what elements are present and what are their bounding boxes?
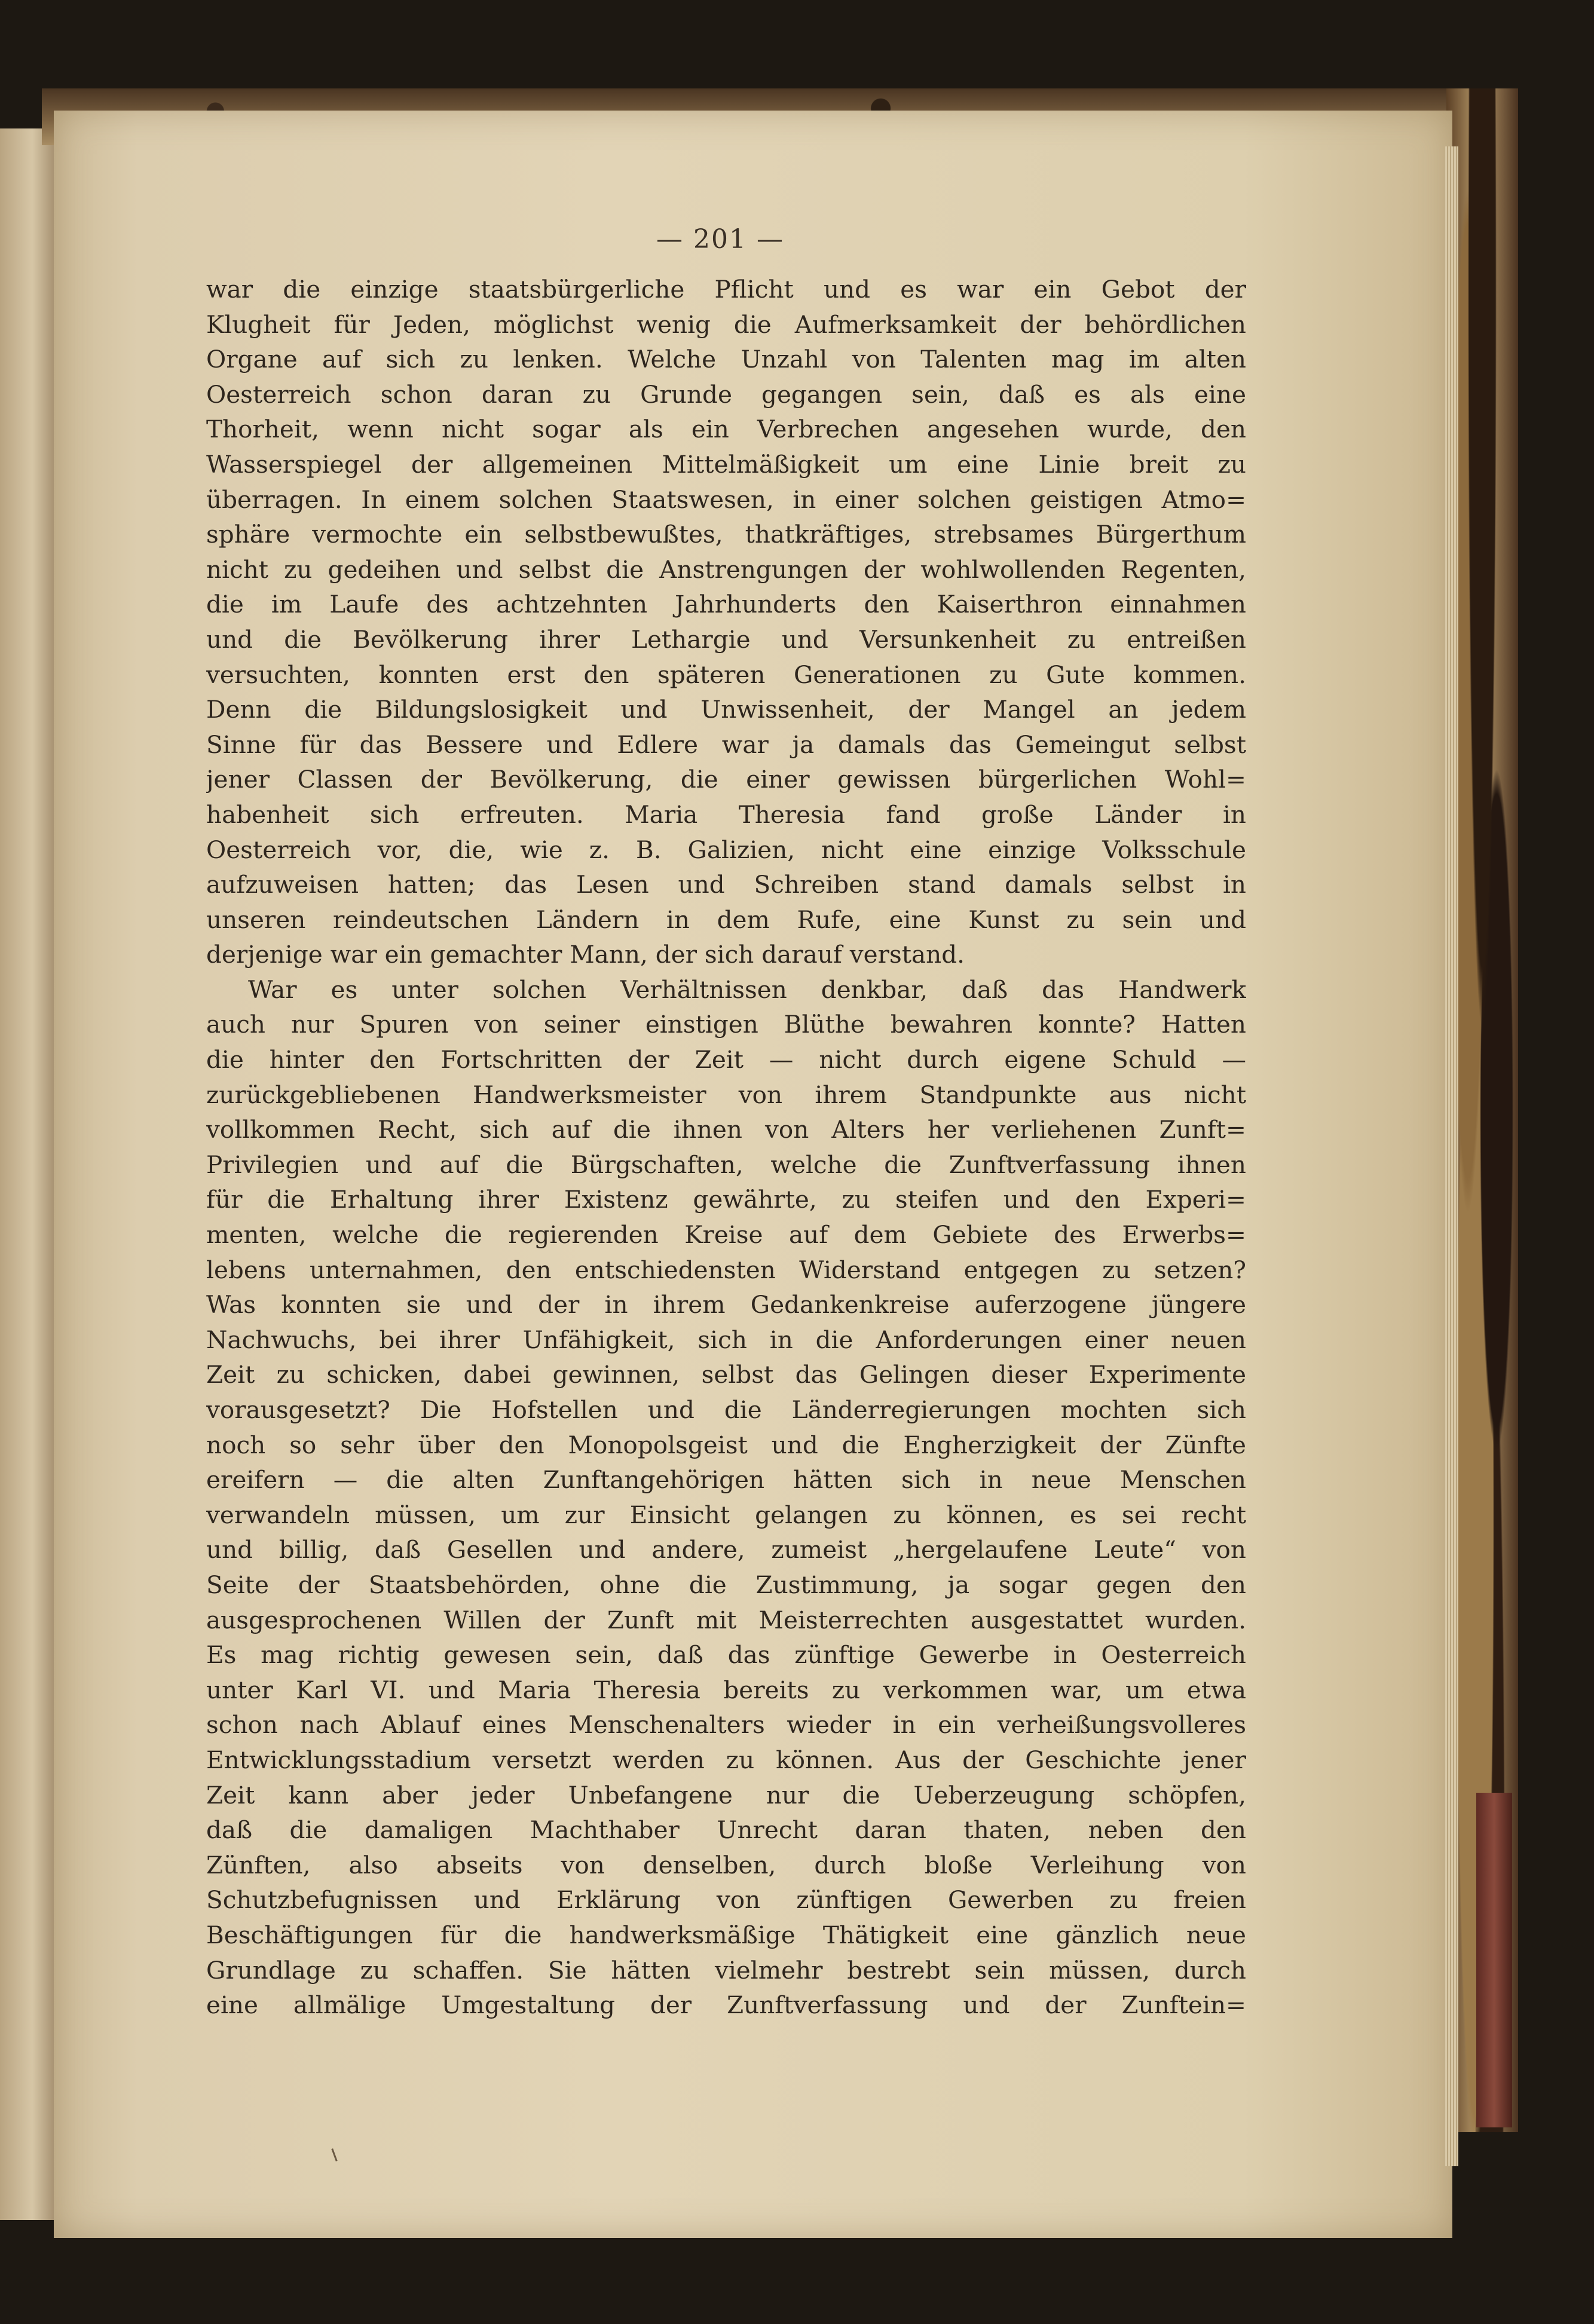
text-line: auch nur Spuren von seiner einstigen Blüthe bewahren konnte? Hatten (206, 1010, 1246, 1039)
text-line: noch so sehr über den Monopolsgeist und die Engherzigkeit der Zünfte (206, 1430, 1246, 1459)
facing-page-edge (0, 128, 54, 2220)
text-line: ereifern — die alten Zunftangehörigen hätten sich in neue Menschen (206, 1465, 1246, 1495)
text-line: unseren reindeutschen Ländern in dem Rufe, eine Kunst zu sein und (206, 905, 1246, 934)
text-line: eine allmälige Umgestaltung der Zunftverfassung und der Zunftein= (206, 1991, 1246, 2020)
text-line: habenheit sich erfreuten. Maria Theresia fand große Länder in (206, 800, 1246, 829)
text-line: nicht zu gedeihen und selbst die Anstrengungen der wohlwollenden Regenten, (206, 555, 1246, 584)
text-line: Oesterreich vor, die, wie z. B. Galizien, nicht eine einzige Volksschule (206, 835, 1246, 864)
text-line: schon nach Ablauf eines Menschenalters wieder in ein verheißungsvolleres (206, 1710, 1246, 1740)
text-line: Organe auf sich zu lenken. Welche Unzahl von Talenten mag im alten (206, 345, 1246, 374)
book-page (54, 111, 1452, 2238)
text-line: Wasserspiegel der allgemeinen Mittelmäßigkeit um eine Linie breit zu (206, 449, 1246, 479)
text-line: Nachwuchs, bei ihrer Unfähigkeit, sich in die Anforderungen einer neuen (206, 1325, 1246, 1354)
page-number-header: — 201 — (656, 224, 784, 255)
body-text (206, 272, 1246, 2023)
text-line: vollkommen Recht, sich auf die ihnen von Alters her verliehenen Zunft= (206, 1115, 1246, 1144)
text-line: Sinne für das Bessere und Edlere war ja damals das Gemeingut selbst (206, 730, 1246, 759)
text-line: Seite der Staatsbehörden, ohne die Zustimmung, ja sogar gegen den (206, 1570, 1246, 1599)
text-line: daß die damaligen Machthaber Unrecht daran thaten, neben den (206, 1815, 1246, 1845)
text-line: die hinter den Fortschritten der Zeit — nicht durch eigene Schuld — (206, 1045, 1246, 1074)
text-line: Was konnten sie und der in ihrem Gedankenkreise auferzogene jüngere (206, 1290, 1246, 1319)
text-line: versuchten, konnten erst den späteren Generationen zu Gute kommen. (206, 660, 1246, 689)
text-line: aufzuweisen hatten; das Lesen und Schreiben stand damals selbst in (206, 870, 1246, 899)
text-line: sphäre vermochte ein selbstbewußtes, thatkräftiges, strebsames Bürgerthum (206, 520, 1246, 549)
text-line: Denn die Bildungslosigkeit und Unwissenheit, der Mangel an jedem (206, 695, 1246, 724)
text-line: zurückgebliebenen Handwerksmeister von ihrem Standpunkte aus nicht (206, 1080, 1246, 1109)
text-line: Zeit zu schicken, dabei gewinnen, selbst das Gelingen dieser Experimente (206, 1360, 1246, 1389)
text-line: Entwicklungsstadium versetzt werden zu können. Aus der Geschichte jener (206, 1745, 1246, 1774)
text-line: ausgesprochenen Willen der Zunft mit Meisterrechten ausgestattet wurden. (206, 1605, 1246, 1634)
text-line: für die Erhaltung ihrer Existenz gewährte, zu steifen und den Experi= (206, 1185, 1246, 1214)
text-line: derjenige war ein gemachter Mann, der sich darauf verstand. (206, 940, 965, 969)
text-line: Grundlage zu schaffen. Sie hätten vielmehr bestrebt sein müssen, durch (206, 1955, 1246, 1985)
binding-leather-corner (1476, 1793, 1512, 2127)
text-line: war die einzige staatsbürgerliche Pflicht und es war ein Gebot der (206, 275, 1246, 304)
text-line: Zeit kann aber jeder Unbefangene nur die Ueberzeugung schöpfen, (206, 1780, 1246, 1809)
text-line: und billig, daß Gesellen und andere, zumeist „hergelaufene Leute“ von (206, 1535, 1246, 1564)
text-line: Beschäftigungen für die handwerksmäßige Thätigkeit eine gänzlich neue (206, 1920, 1246, 1949)
text-line: menten, welche die regierenden Kreise auf dem Gebiete des Erwerbs= (206, 1220, 1246, 1250)
text-line: und die Bevölkerung ihrer Lethargie und Versunkenheit zu entreißen (206, 624, 1246, 654)
text-line: lebens unternahmen, den entschiedensten Widerstand entgegen zu setzen? (206, 1255, 1246, 1284)
text-line: die im Laufe des achtzehnten Jahrhunderts den Kaiserthron einnahmen (206, 590, 1246, 619)
text-line: Privilegien und auf die Bürgschaften, welche die Zunftverfassung ihnen (206, 1150, 1246, 1179)
text-line: Es mag richtig gewesen sein, daß das zünftige Gewerbe in Oesterreich (206, 1640, 1246, 1670)
text-line: vorausgesetzt? Die Hofstellen und die Länderregierungen mochten sich (206, 1395, 1246, 1424)
text-line: unter Karl VI. und Maria Theresia bereits zu verkommen war, um etwa (206, 1675, 1246, 1704)
text-line: verwandeln müssen, um zur Einsicht gelangen zu können, es sei recht (206, 1500, 1246, 1529)
text-line: Klugheit für Jeden, möglichst wenig die Aufmerksamkeit der behördlichen (206, 310, 1246, 339)
text-line: Zünften, also abseits von denselben, durch bloße Verleihung von (206, 1850, 1246, 1879)
text-line: jener Classen der Bevölkerung, die einer gewissen bürgerlichen Wohl= (206, 765, 1246, 794)
text-line: Oesterreich schon daran zu Grunde gegangen sein, daß es als eine (206, 379, 1246, 409)
text-line: überragen. In einem solchen Staatswesen, in einer solchen geistigen Atmo= (206, 485, 1246, 514)
text-line: Schutzbefugnissen und Erklärung von zünftigen Gewerben zu freien (206, 1885, 1246, 1915)
text-line: Thorheit, wenn nicht sogar als ein Verbrechen angesehen wurde, den (206, 415, 1246, 444)
text-line: War es unter solchen Verhältnissen denkbar, daß das Handwerk (248, 975, 1246, 1004)
page-stack-edge (1445, 146, 1458, 2166)
